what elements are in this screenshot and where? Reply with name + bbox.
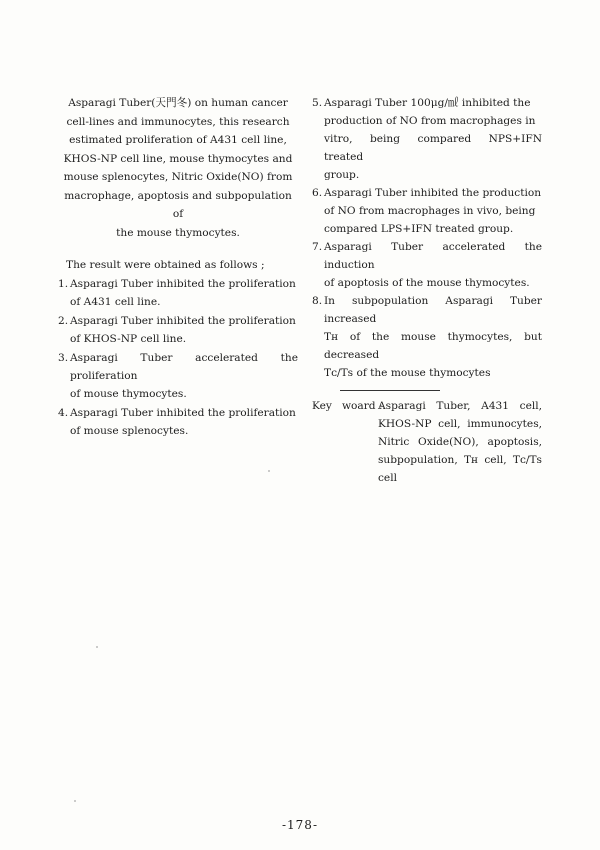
result-number: 2.: [58, 314, 69, 327]
result-line: of KHOS-NP cell line.: [70, 332, 187, 345]
right-column: [312, 94, 542, 487]
intro-line: cell-lines and immunocytes, this research: [66, 115, 290, 128]
result-line: Asparagi Tuber accelerated the proliferation: [70, 351, 298, 382]
result-line: group.: [324, 169, 360, 181]
result-line: of A431 cell line.: [70, 295, 161, 308]
result-line: vitro, being compared NPS+IFN treated: [324, 133, 542, 163]
left-column: [58, 94, 298, 440]
result-number: 5.: [312, 97, 323, 109]
result-item-4: [58, 404, 298, 440]
result-number: 7.: [312, 241, 323, 253]
scan-speck: [96, 646, 98, 648]
result-item-2: [58, 312, 298, 348]
key-words-list: [378, 397, 542, 487]
result-line: Tᴄ/Tѕ of the mouse thymocytes: [324, 367, 491, 379]
key-words: [312, 397, 542, 487]
intro-line: macrophage, apoptosis and subpopulation of: [64, 189, 292, 220]
result-item-7: [312, 238, 542, 292]
result-line: of mouse thymocytes.: [70, 387, 187, 400]
intro-line: mouse splenocytes, Nitric Oxide(NO) from: [63, 171, 293, 183]
result-line: of NO from macrophages in vivo, being: [324, 205, 536, 217]
result-line: Tʜ of the mouse thymocytes, but decreased: [324, 331, 542, 361]
result-number: 8.: [312, 295, 323, 307]
key-words-line: subpopulation, Tʜ cell, Tᴄ/Tѕ cell: [378, 454, 542, 484]
result-number: 3.: [58, 351, 69, 364]
key-words-label: Key woard :: [312, 400, 383, 412]
result-line: of apoptosis of the mouse thymocytes.: [324, 277, 530, 289]
result-line: production of NO from macrophages in: [324, 115, 536, 127]
key-divider: [340, 390, 440, 391]
result-line: of mouse splenocytes.: [70, 424, 189, 437]
intro-line: Asparagi Tuber(天門冬) on human cancer: [68, 97, 288, 109]
scan-speck: [74, 800, 76, 802]
page-number: -178-: [281, 818, 318, 832]
result-line: compared LPS+IFN treated group.: [324, 223, 514, 235]
intro-line: estimated proliferation of A431 cell line,: [69, 134, 287, 146]
result-line: Asparagi Tuber 100μg/㎖ inhibited the: [324, 97, 531, 109]
result-item-8: [312, 292, 542, 382]
intro-paragraph: [58, 94, 298, 242]
intro-line: the mouse thymocytes.: [116, 226, 240, 239]
result-line: Asparagi Tuber accelerated the induction: [324, 241, 542, 271]
result-line: Asparagi Tuber inhibited the production: [324, 187, 542, 199]
result-number: 1.: [58, 277, 69, 290]
result-item-6: [312, 184, 542, 238]
result-line: Asparagi Tuber inhibited the proliferation: [70, 277, 296, 290]
result-item-5: [312, 94, 542, 184]
key-words-line: Asparagi Tuber, A431 cell,: [378, 400, 542, 412]
scan-speck: [268, 470, 270, 472]
result-number: 6.: [312, 187, 323, 199]
results-lead: The result were obtained as follows ;: [66, 259, 265, 271]
result-item-3: [58, 349, 298, 403]
result-number: 4.: [58, 406, 69, 419]
result-line: In subpopulation Asparagi Tuber increased: [324, 295, 542, 325]
key-words-line: Nitric Oxide(NO), apoptosis,: [378, 436, 542, 448]
result-line: Asparagi Tuber inhibited the proliferation: [70, 406, 296, 419]
intro-line: KHOS-NP cell line, mouse thymocytes and: [63, 152, 293, 165]
result-item-1: [58, 275, 298, 311]
result-line: Asparagi Tuber inhibited the proliferation: [70, 314, 296, 327]
key-words-line: KHOS-NP cell, immunocytes,: [378, 418, 542, 430]
